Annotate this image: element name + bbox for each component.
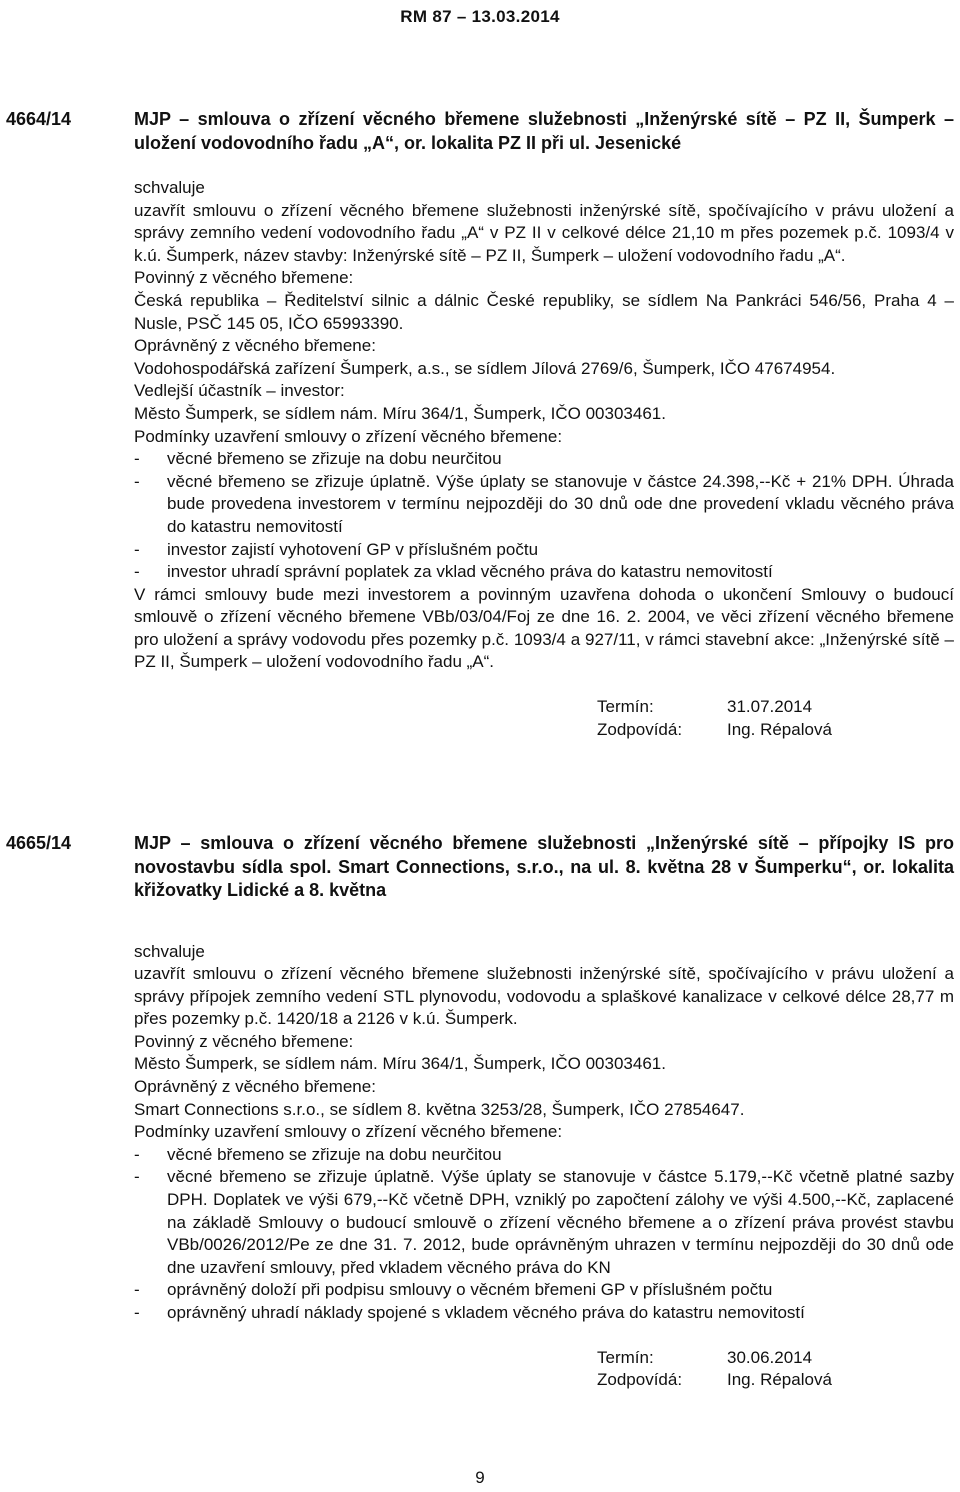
resolution-title: MJP – smlouva o zřízení věcného břemene služebnosti „Inženýrské sítě – přípojky IS pro novostavbu sídla spol. Smart Connections, s.r.o., na ul. 8. května 28 v Šumperku“, or. lokalita křižovatky Lidické a 8. května [134, 833, 954, 900]
responsible-value: Ing. Répalová [727, 1370, 832, 1390]
obligated-value: Město Šumperk, se sídlem nám. Míru 364/1, Šumperk, IČO 00303461. [134, 1054, 666, 1074]
resolution-content [134, 108, 954, 741]
conditions-label: Podmínky uzavření smlouvy o zřízení věcného břemene: [134, 1122, 563, 1142]
resolution-number: 4665/14 [6, 833, 72, 853]
list-item: - věcné břemeno se zřizuje na dobu neurčitou [134, 1144, 954, 1167]
deadline-value: 31.07.2014 [727, 697, 813, 717]
obligated-label: Povinný z věcného břemene: [134, 1031, 354, 1051]
resolution-text: uzavřít smlouvu o zřízení věcného břemene služebnosti inženýrské sítě, spočívajícího v právu uložení a správy zemního vedení vodovodního řadu „A“ v PZ II v celkové délce 21,10 m přes pozemek p.č. 1093/4 v k.ú. Šumperk, název stavby: Inženýrské sítě – PZ II, Šumperk – uložení vodovodního řadu „A“. [134, 200, 954, 265]
resolution-content [134, 832, 954, 1392]
resolution-verb: schvaluje [134, 178, 205, 197]
deadline-label: Termín: [597, 697, 654, 717]
list-item: - oprávněný doloží při podpisu smlouvy o věcném břemeni GP v příslušném počtu [134, 1279, 954, 1302]
participant-value: Město Šumperk, se sídlem nám. Míru 364/1, Šumperk, IČO 00303461. [134, 403, 666, 423]
conditions-list [134, 1144, 954, 1325]
list-item: - oprávněný uhradí náklady spojené s vkladem věcného práva do katastru nemovitostí [134, 1302, 954, 1325]
list-item: - věcné břemeno se zřizuje na dobu neurčitou [134, 448, 954, 471]
deadline-block [597, 696, 954, 741]
list-item: - investor uhradí správní poplatek za vklad věcného práva do katastru nemovitostí [134, 561, 954, 584]
entitled-label: Oprávněný z věcného břemene: [134, 336, 376, 356]
responsible-value: Ing. Répalová [727, 719, 832, 739]
page-header: RM 87 – 13.03.2014 [400, 7, 560, 26]
list-item: - věcné břemeno se zřizuje úplatně. Výše úplaty se stanovuje v částce 24.398,--Kč + 21% DPH. Úhrada bude provedena investorem v termínu nejpozději do 30 dnů ode dne provedení vkladu věcného práva do katastru nemovitostí [134, 471, 954, 539]
list-item: - věcné břemeno se zřizuje úplatně. Výše úplaty se stanovuje v částce 5.179,--Kč včetně platné sazby DPH. Doplatek ve výši 679,--Kč včetně DPH, vzniklý po započtení zálohy ve výši 4.500,--Kč, zaplacené na základě Smlouvy o budoucí smlouvě o zřízení věcného břemene a o zřízení práva provést stavbu VBb/0026/2012/Pe ze dne 31. 7. 2012, bude oprávněným uhrazen v termínu nejpozději do 30 dnů ode dne uzavření smlouvy, před vkladem věcného práva do KN [134, 1166, 954, 1279]
resolution-number: 4664/14 [6, 109, 72, 129]
responsible-label: Zodpovídá: [597, 1370, 683, 1390]
deadline-label: Termín: [597, 1347, 654, 1367]
entitled-label: Oprávněný z věcného břemene: [134, 1077, 376, 1097]
conditions-list [134, 448, 954, 584]
closing-text: V rámci smlouvy bude mezi investorem a povinným uzavřena dohoda o ukončení Smlouvy o budoucí smlouvě o zřízení věcného břemene VBb/03/04/Foj ze dne 16. 2. 2004, ve věci zřízení věcného břemene pro uložení a správy vodovodu přes pozemky p.č. 1093/4 a 927/11, v rámci stavební akce: „Inženýrské sítě – PZ II, Šumperk – uložení vodovodního řadu „A“. [134, 584, 954, 672]
page-number: 9 [475, 1468, 485, 1488]
deadline-block [597, 1347, 954, 1392]
entitled-value: Vodohospodářská zařízení Šumperk, a.s., se sídlem Jílová 2769/6, Šumperk, IČO 47674954. [134, 358, 836, 378]
resolution-text: uzavřít smlouvu o zřízení věcného břemene služebnosti inženýrské sítě, spočívajícího v právu uložení a správy přípojek zemního vedení STL plynovodu, vodovodu a splaškové kanalizace v celkové délce 28,77 m přes pozemky p.č. 1420/18 a 2126 v k.ú. Šumperk. [134, 964, 954, 1029]
participant-label: Vedlejší účastník – investor: [134, 381, 345, 401]
obligated-label: Povinný z věcného břemene: [134, 268, 354, 288]
obligated-value: Česká republika – Ředitelství silnic a dálnic České republiky, se sídlem Na Pankráci 546/56, Praha 4 – Nusle, PSČ 145 05, IČO 65993390. [134, 290, 954, 333]
conditions-label: Podmínky uzavření smlouvy o zřízení věcného břemene: [134, 426, 563, 446]
responsible-label: Zodpovídá: [597, 719, 683, 739]
deadline-value: 30.06.2014 [727, 1347, 813, 1367]
resolution-title: MJP – smlouva o zřízení věcného břemene služebnosti „Inženýrské sítě – PZ II, Šumperk – uložení vodovodního řadu „A“, or. lokalita PZ II při ul. Jesenické [134, 109, 954, 153]
entitled-value: Smart Connections s.r.o., se sídlem 8. května 3253/28, Šumperk, IČO 27854647. [134, 1099, 745, 1119]
resolution-verb: schvaluje [134, 941, 205, 961]
list-item: - investor zajistí vyhotovení GP v příslušném počtu [134, 539, 954, 562]
